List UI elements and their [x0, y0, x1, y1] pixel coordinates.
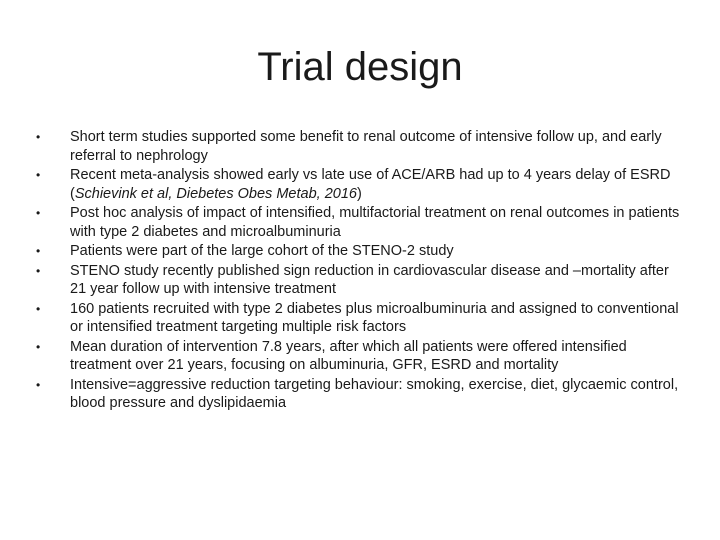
bullet-item [36, 204, 686, 241]
bullet-icon: • [36, 339, 41, 354]
bullet-item [36, 242, 686, 261]
bullet-text-post: ) [356, 185, 362, 202]
bullet-icon: • [36, 130, 41, 144]
bullet-icon: • [36, 244, 41, 258]
bullet-item [36, 262, 686, 299]
bullet-text: Post hoc analysis of impact of intensified, multifactorial treatment on renal outcomes in patients with type 2 diabetes and microalbuminuria [70, 205, 680, 240]
bullet-text: STENO study recently published sign reduction in cardiovascular disease and –mortality after 21 year follow up with intensive treatment [70, 262, 669, 297]
bullet-text: 160 patients recruited with type 2 diabetes plus microalbuminuria and assigned to conventional or intensified treatment targeting multiple risk factors [70, 300, 679, 335]
citation-reference: Schievink et al, Diebetes Obes Metab, 2016 [74, 185, 357, 202]
bullet-text: Short term studies supported some benefit to renal outcome of intensive follow up, and early referral to nephrology [70, 129, 662, 164]
bullet-icon: • [36, 301, 41, 316]
bullet-icon: • [36, 263, 41, 278]
bullet-item [36, 300, 686, 337]
bullet-icon: • [36, 168, 41, 182]
bullet-text [70, 166, 686, 203]
bullet-item [36, 338, 686, 375]
bullet-icon: • [36, 206, 41, 220]
bullet-text: Patients were part of the large cohort of the STENO-2 study [70, 243, 454, 259]
bullet-item [36, 166, 686, 203]
bullet-text: Intensive=aggressive reduction targeting behaviour: smoking, exercise, diet, glycaemic control, blood pressure and dyslipidaemia [70, 376, 679, 411]
bullet-item [36, 376, 686, 413]
bullet-item [36, 128, 686, 165]
bullet-list [36, 128, 686, 414]
slide-title: Trial design [257, 45, 463, 89]
bullet-text: Mean duration of intervention 7.8 years, after which all patients were offered intensified treatment over 21 years, focusing on albuminuria, GFR, ESRD and mortality [70, 338, 627, 373]
bullet-text-pre: Recent meta-analysis showed early vs late use of ACE/ARB had up to 4 years delay of ESRD ( [70, 167, 671, 202]
bullet-icon: • [36, 377, 41, 392]
